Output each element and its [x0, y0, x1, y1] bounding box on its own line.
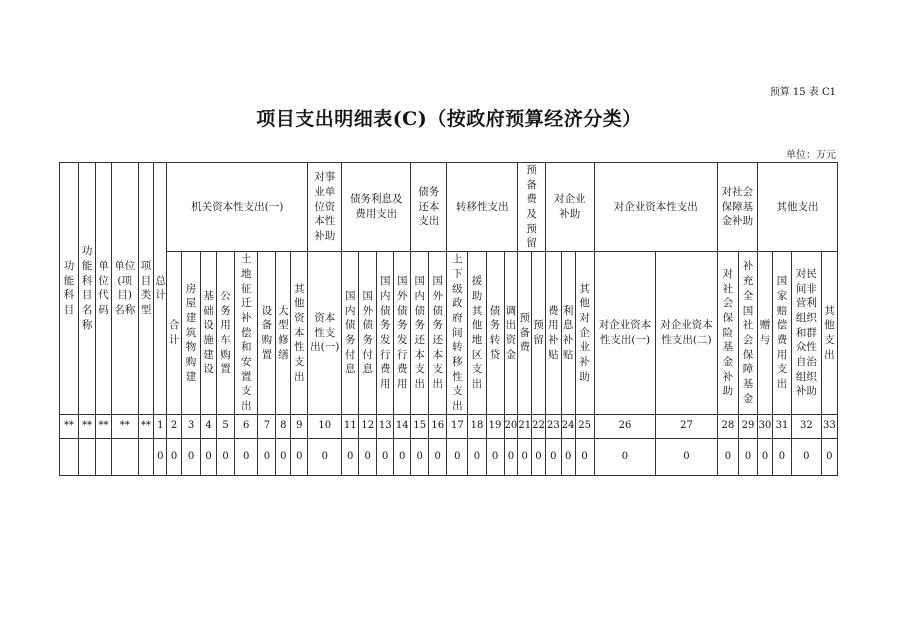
table-cell: 0 [738, 438, 757, 475]
number-cell: 18 [468, 414, 486, 438]
number-cell: 30 [758, 414, 773, 438]
number-cell: 32 [792, 414, 822, 438]
number-row [60, 414, 838, 438]
number-cell: 27 [656, 414, 718, 438]
sub-header: 国内债务还本支出 [411, 252, 429, 415]
table-cell [138, 438, 154, 475]
number-cell: 2 [167, 414, 182, 438]
table-cell: 0 [792, 438, 822, 475]
sub-header: 补充全国社会保障基金 [738, 252, 757, 415]
number-cell: 22 [532, 414, 546, 438]
table-cell [96, 438, 112, 475]
col-header: 单位(项目)名称 [111, 163, 138, 415]
table-cell: 0 [594, 438, 656, 475]
table-cell: 0 [342, 438, 359, 475]
number-cell: 33 [821, 414, 837, 438]
sub-header: 预留 [532, 252, 546, 415]
table-cell: 0 [758, 438, 773, 475]
number-cell: 23 [545, 414, 561, 438]
header-row-groups [60, 163, 838, 252]
table-cell [79, 438, 96, 475]
sub-header: 国内债务发行费用 [377, 252, 394, 415]
sub-header: 对企业资本性支出(一) [594, 252, 656, 415]
table-cell: 0 [561, 438, 575, 475]
table-cell: 0 [468, 438, 486, 475]
sub-header: 对企业资本性支出(二) [656, 252, 718, 415]
table-cell: 0 [545, 438, 561, 475]
sub-header: 对民间非营利组织和群众性自治组织补助 [792, 252, 822, 415]
sub-header: 公务用车购置 [216, 252, 234, 415]
sub-header: 其他资本性支出 [291, 252, 308, 415]
col-header: 功能科目 [60, 163, 79, 415]
number-cell: 25 [575, 414, 594, 438]
group-header: 债务利息及费用支出 [342, 163, 411, 252]
table-cell: 0 [821, 438, 837, 475]
number-cell: 10 [308, 414, 342, 438]
number-cell: 17 [447, 414, 468, 438]
number-cell: 8 [276, 414, 291, 438]
sub-header: 国外债务发行费用 [394, 252, 411, 415]
number-cell: 31 [772, 414, 791, 438]
table-cell: 0 [772, 438, 791, 475]
unit-label: 单位：万元 [786, 150, 836, 161]
table-cell: 0 [377, 438, 394, 475]
group-header: 对事业单位资本性补助 [308, 163, 342, 252]
number-cell: 3 [181, 414, 200, 438]
number-cell: 19 [486, 414, 504, 438]
table-cell: 0 [411, 438, 429, 475]
sub-header: 债务转贷 [486, 252, 504, 415]
table-cell: 0 [575, 438, 594, 475]
table-cell: 0 [394, 438, 411, 475]
number-cell: ** [138, 414, 154, 438]
number-cell: 1 [154, 414, 167, 438]
number-cell: ** [96, 414, 112, 438]
col-header: 项目类型 [138, 163, 154, 415]
table-cell: 0 [201, 438, 217, 475]
table-cell [111, 438, 138, 475]
table-row [60, 438, 838, 475]
group-header: 预备费及预留 [518, 163, 546, 252]
number-cell: 4 [201, 414, 217, 438]
number-cell: 20 [504, 414, 518, 438]
table-cell [60, 438, 79, 475]
number-cell: 7 [258, 414, 276, 438]
table-cell: 0 [154, 438, 167, 475]
sub-header: 设备购置 [258, 252, 276, 415]
sub-header: 国家赔偿费用支出 [772, 252, 791, 415]
number-cell: 15 [411, 414, 429, 438]
table-cell: 0 [486, 438, 504, 475]
number-cell: ** [60, 414, 79, 438]
group-header: 对企业资本性支出 [594, 163, 717, 252]
table-cell: 0 [258, 438, 276, 475]
number-cell: 26 [594, 414, 656, 438]
number-cell: 24 [561, 414, 575, 438]
group-header: 转移性支出 [447, 163, 518, 252]
sub-header: 大型修缮 [276, 252, 291, 415]
col-header: 总计 [154, 163, 167, 415]
sub-header: 资本性支出(一) [308, 252, 342, 415]
sub-header: 上下级政府间转移性支出 [447, 252, 468, 415]
table-cell: 0 [216, 438, 234, 475]
sub-header: 调出资金 [504, 252, 518, 415]
sub-header: 赠与 [758, 252, 773, 415]
group-header: 机关资本性支出(一) [167, 163, 308, 252]
header-row-subs [60, 252, 838, 415]
table-cell: 0 [447, 438, 468, 475]
sub-header: 基础设施建设 [201, 252, 217, 415]
number-cell: 9 [291, 414, 308, 438]
table-cell: 0 [167, 438, 182, 475]
number-cell: 29 [738, 414, 757, 438]
table-cell: 0 [532, 438, 546, 475]
sub-header: 国内债务付息 [342, 252, 359, 415]
table-cell: 0 [717, 438, 738, 475]
table-cell: 0 [181, 438, 200, 475]
sub-header: 合计 [167, 252, 182, 415]
sub-header: 援助其他地区支出 [468, 252, 486, 415]
col-header: 功能科目名称 [79, 163, 96, 415]
number-cell: 5 [216, 414, 234, 438]
sub-header: 对社会保险基金补助 [717, 252, 738, 415]
table-cell: 0 [518, 438, 532, 475]
number-cell: 13 [377, 414, 394, 438]
sub-header: 国外债务还本支出 [429, 252, 447, 415]
table-cell: 0 [308, 438, 342, 475]
number-cell: 16 [429, 414, 447, 438]
sub-header: 其他支出 [821, 252, 837, 415]
group-header: 其他支出 [758, 163, 838, 252]
group-header: 债务还本支出 [411, 163, 447, 252]
table-cell: 0 [359, 438, 377, 475]
number-cell: 11 [342, 414, 359, 438]
sub-header: 利息补贴 [561, 252, 575, 415]
number-cell: 21 [518, 414, 532, 438]
form-code: 预算 15 表 C1 [769, 87, 836, 98]
col-header: 单位代码 [96, 163, 112, 415]
group-header: 对企业补助 [545, 163, 594, 252]
sub-header: 房屋建筑物购建 [181, 252, 200, 415]
sub-header: 其他对企业补助 [575, 252, 594, 415]
number-cell: ** [79, 414, 96, 438]
table-cell: 0 [235, 438, 258, 475]
table-cell: 0 [504, 438, 518, 475]
table-cell: 0 [291, 438, 308, 475]
group-header: 对社会保障基金补助 [717, 163, 757, 252]
budget-table [59, 162, 838, 476]
number-cell: 28 [717, 414, 738, 438]
number-cell: 14 [394, 414, 411, 438]
number-cell: ** [111, 414, 138, 438]
sub-header: 土地征迁补偿和安置支出 [235, 252, 258, 415]
table-cell: 0 [429, 438, 447, 475]
number-cell: 12 [359, 414, 377, 438]
table-cell: 0 [656, 438, 718, 475]
sub-header: 预备费 [518, 252, 532, 415]
sub-header: 费用补贴 [545, 252, 561, 415]
page-title: 项目支出明细表(C)（按政府预算经济分类） [256, 108, 642, 130]
table-cell: 0 [276, 438, 291, 475]
sub-header: 国外债务付息 [359, 252, 377, 415]
number-cell: 6 [235, 414, 258, 438]
